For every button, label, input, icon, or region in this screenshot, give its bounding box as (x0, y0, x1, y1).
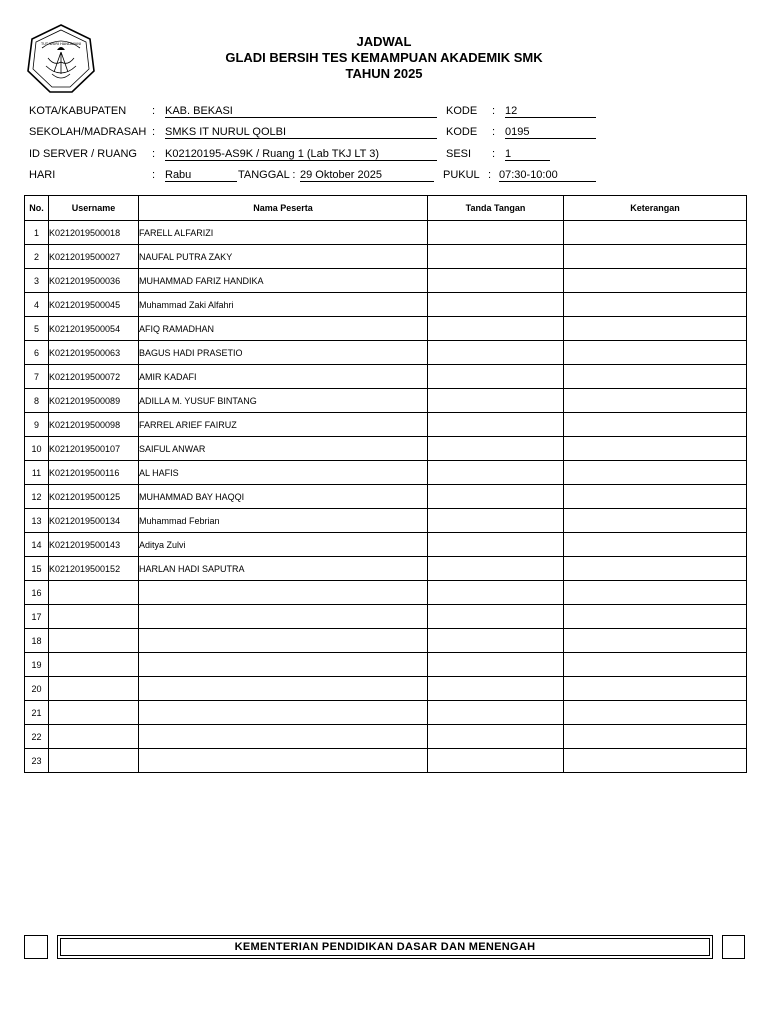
row-number: 23 (25, 749, 49, 773)
row-keterangan (564, 749, 747, 773)
row-tanda-tangan (428, 485, 564, 509)
sekolah-label: SEKOLAH/MADRASAH (29, 126, 147, 138)
row-tanda-tangan (428, 221, 564, 245)
row-username: K0212019500027 (49, 245, 139, 269)
document-title: JADWAL (356, 34, 412, 49)
footer-left-box (24, 935, 48, 959)
row-nama-peserta (139, 677, 428, 701)
row-username (49, 653, 139, 677)
table-row (25, 221, 747, 245)
table-row (25, 629, 747, 653)
row-nama-peserta: HARLAN HADI SAPUTRA (139, 557, 428, 581)
row-nama-peserta (139, 653, 428, 677)
row-tanda-tangan (428, 653, 564, 677)
row-number: 3 (25, 269, 49, 293)
table-row (25, 437, 747, 461)
row-tanda-tangan (428, 269, 564, 293)
colon: : (488, 169, 492, 181)
row-keterangan (564, 269, 747, 293)
table-row (25, 341, 747, 365)
footer-right-box (722, 935, 745, 959)
row-nama-peserta: Muhammad Febrian (139, 509, 428, 533)
row-number: 10 (25, 437, 49, 461)
row-keterangan (564, 293, 747, 317)
hari-label: HARI (29, 169, 56, 181)
col-header-nama-peserta: Nama Peserta (139, 196, 428, 221)
row-number: 2 (25, 245, 49, 269)
row-nama-peserta (139, 749, 428, 773)
colon: : (492, 148, 496, 160)
col-header-tanda-tangan: Tanda Tangan (428, 196, 564, 221)
row-number: 18 (25, 629, 49, 653)
row-nama-peserta: SAIFUL ANWAR (139, 437, 428, 461)
row-keterangan (564, 485, 747, 509)
row-tanda-tangan (428, 701, 564, 725)
table-row (25, 749, 747, 773)
row-tanda-tangan (428, 413, 564, 437)
row-number: 11 (25, 461, 49, 485)
row-tanda-tangan (428, 749, 564, 773)
row-keterangan (564, 245, 747, 269)
row-username: K0212019500134 (49, 509, 139, 533)
row-number: 7 (25, 365, 49, 389)
table-row (25, 509, 747, 533)
row-username: K0212019500107 (49, 437, 139, 461)
row-username: K0212019500036 (49, 269, 139, 293)
pukul-value: 07:30-10:00 (499, 168, 596, 182)
row-tanda-tangan (428, 461, 564, 485)
table-row (25, 533, 747, 557)
row-number: 17 (25, 605, 49, 629)
row-number: 19 (25, 653, 49, 677)
row-tanda-tangan (428, 317, 564, 341)
row-nama-peserta: AL HAFIS (139, 461, 428, 485)
row-tanda-tangan (428, 581, 564, 605)
table-header-row (25, 196, 747, 221)
kode-label: KODE (446, 126, 478, 138)
row-username (49, 749, 139, 773)
table-row (25, 557, 747, 581)
row-tanda-tangan (428, 293, 564, 317)
row-number: 15 (25, 557, 49, 581)
row-number: 5 (25, 317, 49, 341)
row-tanda-tangan (428, 341, 564, 365)
row-username (49, 677, 139, 701)
attendance-table (24, 195, 747, 773)
row-tanda-tangan (428, 437, 564, 461)
row-keterangan (564, 653, 747, 677)
row-keterangan (564, 725, 747, 749)
row-tanda-tangan (428, 677, 564, 701)
row-number: 16 (25, 581, 49, 605)
sesi-label: SESI (446, 148, 472, 160)
row-number: 12 (25, 485, 49, 509)
row-username: K0212019500098 (49, 413, 139, 437)
table-row (25, 365, 747, 389)
row-username: K0212019500143 (49, 533, 139, 557)
row-tanda-tangan (428, 245, 564, 269)
document-year: TAHUN 2025 (345, 66, 423, 81)
colon: : (152, 126, 156, 138)
col-header-username: Username (49, 196, 139, 221)
table-row (25, 461, 747, 485)
row-username: K0212019500072 (49, 365, 139, 389)
colon: : (492, 126, 496, 138)
row-username: K0212019500116 (49, 461, 139, 485)
row-nama-peserta: AMIR KADAFI (139, 365, 428, 389)
colon: : (152, 105, 156, 117)
row-username: K0212019500018 (49, 221, 139, 245)
row-username (49, 605, 139, 629)
row-nama-peserta (139, 629, 428, 653)
row-username (49, 629, 139, 653)
row-username: K0212019500125 (49, 485, 139, 509)
kode-kota-value: 12 (505, 104, 596, 118)
sesi-value: 1 (505, 147, 550, 161)
table-row (25, 413, 747, 437)
row-username: K0212019500045 (49, 293, 139, 317)
row-nama-peserta: FARELL ALFARIZI (139, 221, 428, 245)
row-username (49, 701, 139, 725)
table-row (25, 245, 747, 269)
row-tanda-tangan (428, 557, 564, 581)
row-username: K0212019500063 (49, 341, 139, 365)
row-keterangan (564, 533, 747, 557)
row-nama-peserta: ADILLA M. YUSUF BINTANG (139, 389, 428, 413)
row-keterangan (564, 677, 747, 701)
ministry-name: KEMENTERIAN PENDIDIKAN DASAR DAN MENENGAH (60, 938, 710, 956)
table-row (25, 293, 747, 317)
row-nama-peserta: NAUFAL PUTRA ZAKY (139, 245, 428, 269)
row-keterangan (564, 413, 747, 437)
logo-motto: TUT WURI HANDAYANI (41, 42, 81, 46)
colon: : (152, 148, 156, 160)
row-tanda-tangan (428, 389, 564, 413)
row-keterangan (564, 581, 747, 605)
row-tanda-tangan (428, 533, 564, 557)
table-row (25, 677, 747, 701)
row-keterangan (564, 437, 747, 461)
row-tanda-tangan (428, 605, 564, 629)
colon: : (492, 105, 496, 117)
server-label: ID SERVER / RUANG (29, 148, 137, 160)
row-nama-peserta: FARREL ARIEF FAIRUZ (139, 413, 428, 437)
row-number: 1 (25, 221, 49, 245)
row-username: K0212019500152 (49, 557, 139, 581)
row-number: 4 (25, 293, 49, 317)
row-number: 6 (25, 341, 49, 365)
row-number: 22 (25, 725, 49, 749)
row-keterangan (564, 701, 747, 725)
kota-value: KAB. BEKASI (165, 104, 437, 118)
row-nama-peserta: AFIQ RAMADHAN (139, 317, 428, 341)
table-row (25, 269, 747, 293)
kode-label: KODE (446, 105, 478, 117)
row-number: 21 (25, 701, 49, 725)
server-value: K02120195-AS9K / Ruang 1 (Lab TKJ LT 3) (165, 147, 437, 161)
row-keterangan (564, 605, 747, 629)
row-nama-peserta (139, 581, 428, 605)
tanggal-label: TANGGAL : (238, 169, 296, 181)
table-row (25, 725, 747, 749)
row-keterangan (564, 389, 747, 413)
row-keterangan (564, 317, 747, 341)
row-nama-peserta (139, 701, 428, 725)
row-keterangan (564, 341, 747, 365)
row-keterangan (564, 557, 747, 581)
row-tanda-tangan (428, 365, 564, 389)
col-header-keterangan: Keterangan (564, 196, 747, 221)
hari-value: Rabu (165, 168, 237, 182)
row-nama-peserta: Aditya Zulvi (139, 533, 428, 557)
row-nama-peserta: Muhammad Zaki Alfahri (139, 293, 428, 317)
pukul-label: PUKUL (443, 169, 480, 181)
table-row (25, 653, 747, 677)
row-number: 13 (25, 509, 49, 533)
row-number: 20 (25, 677, 49, 701)
kode-sekolah-value: 0195 (505, 125, 596, 139)
row-number: 9 (25, 413, 49, 437)
row-tanda-tangan (428, 509, 564, 533)
row-username (49, 581, 139, 605)
row-keterangan (564, 461, 747, 485)
row-keterangan (564, 509, 747, 533)
colon: : (152, 169, 156, 181)
table-row (25, 605, 747, 629)
document-subtitle: GLADI BERSIH TES KEMAMPUAN AKADEMIK SMK (225, 50, 543, 65)
row-keterangan (564, 221, 747, 245)
kota-label: KOTA/KABUPATEN (29, 105, 127, 117)
col-header-no: No. (25, 196, 49, 221)
table-row (25, 581, 747, 605)
table-row (25, 701, 747, 725)
footer-banner (57, 935, 713, 959)
row-keterangan (564, 629, 747, 653)
row-tanda-tangan (428, 725, 564, 749)
table-row (25, 485, 747, 509)
table-row (25, 317, 747, 341)
row-nama-peserta: MUHAMMAD FARIZ HANDIKA (139, 269, 428, 293)
row-username: K0212019500089 (49, 389, 139, 413)
sekolah-value: SMKS IT NURUL QOLBI (165, 125, 437, 139)
row-number: 14 (25, 533, 49, 557)
table-row (25, 389, 747, 413)
row-nama-peserta: BAGUS HADI PRASETIO (139, 341, 428, 365)
row-username: K0212019500054 (49, 317, 139, 341)
row-nama-peserta: MUHAMMAD BAY HAQQI (139, 485, 428, 509)
row-tanda-tangan (428, 629, 564, 653)
row-keterangan (564, 365, 747, 389)
row-nama-peserta (139, 605, 428, 629)
row-nama-peserta (139, 725, 428, 749)
tanggal-value: 29 Oktober 2025 (300, 168, 434, 182)
row-number: 8 (25, 389, 49, 413)
row-username (49, 725, 139, 749)
